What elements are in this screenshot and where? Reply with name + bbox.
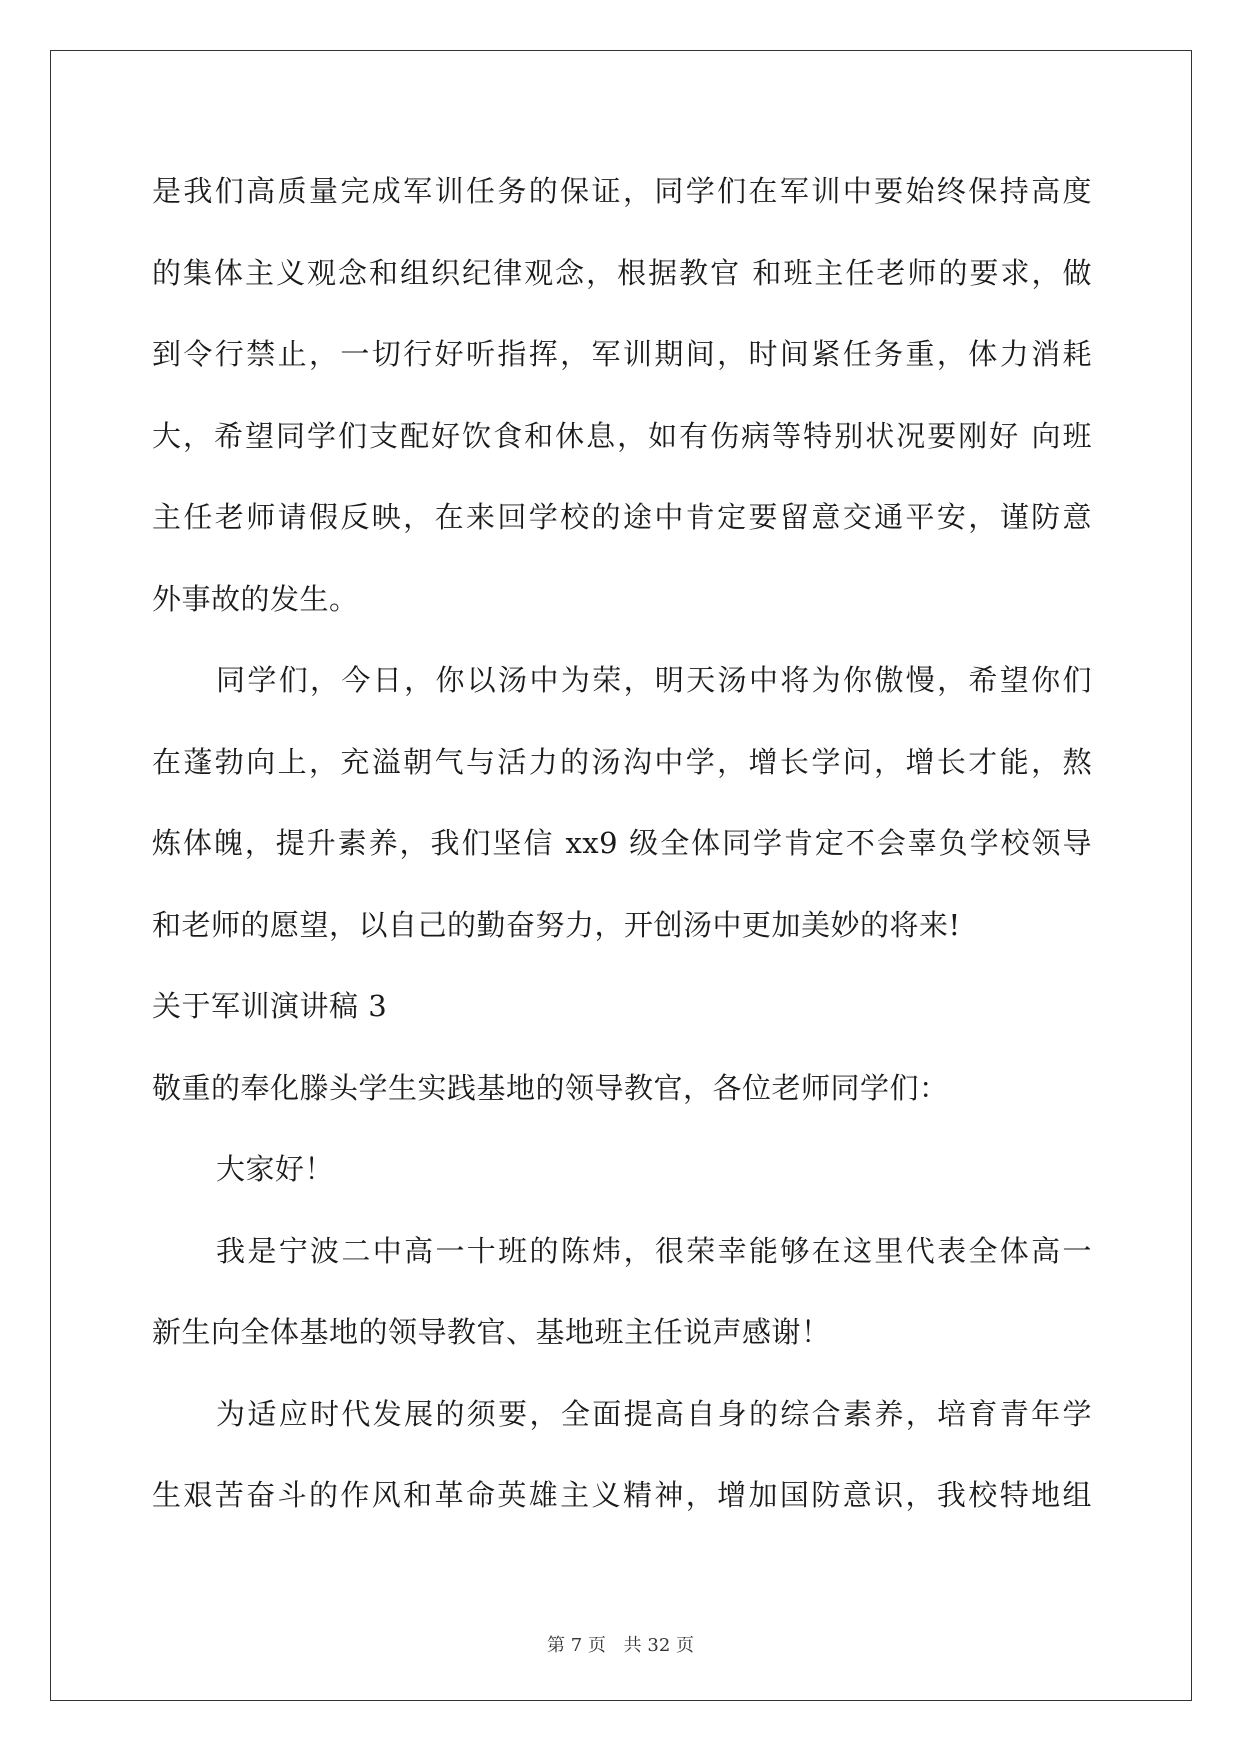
text-line: 关于军训演讲稿 3 [152,989,388,1023]
text-line: 是我们高质量完成军训任务的保证，同学们在军训中要始终保持高度 [152,174,1092,208]
text-line: 的集体主义观念和组织纪律观念，根据教官 和班主任老师的要求，做 [152,255,1092,290]
text-line: 新生向全体基地的领导教官、基地班主任说声感谢！ [152,1315,831,1349]
total-pages: 共 32 页 [623,1635,694,1656]
text-line: 在蓬勃向上，充溢朝气与活力的汤沟中学，增长学问，增长才能，熬 [152,744,1092,779]
document-body [152,166,1092,1552]
text-line: 外事故的发生。 [152,581,359,616]
text-line: 生艰苦奋斗的作风和革命英雄主义精神，增加国防意识，我校特地组 [152,1478,1092,1512]
text-line: 大，希望同学们支配好饮食和休息，如有伤病等特别状况要刚好 向班 [152,418,1092,453]
text-line: 和老师的愿望，以自己的勤奋努力，开创汤中更加美妙的将来! [152,907,961,942]
text-line: 为适应时代发展的须要，全面提高自身的综合素养，培育青年学 [216,1396,1092,1431]
text-line: 同学们，今日，你以汤中为荣，明天汤中将为你傲慢，希望你们 [216,663,1092,697]
text-line: 到令行禁止，一切行好听指挥，军训期间，时间紧任务重，体力消耗 [152,337,1092,371]
text-line: 炼体魄，提升素养，我们坚信 xx9 级全体同学肯定不会辜负学校领导 [152,826,1092,860]
text-line: 主任老师请假反映，在来回学校的途中肯定要留意交通平安，谨防意 [152,500,1092,534]
page-footer [0,1631,1241,1657]
text-line: 敬重的奉化滕头学生实践基地的领导教官，各位老师同学们： [152,1070,949,1105]
current-page-number: 第 7 页 [547,1635,606,1656]
text-line: 大家好！ [216,1152,335,1186]
text-line: 我是宁波二中高一十班的陈炜，很荣幸能够在这里代表全体高一 [216,1233,1092,1268]
